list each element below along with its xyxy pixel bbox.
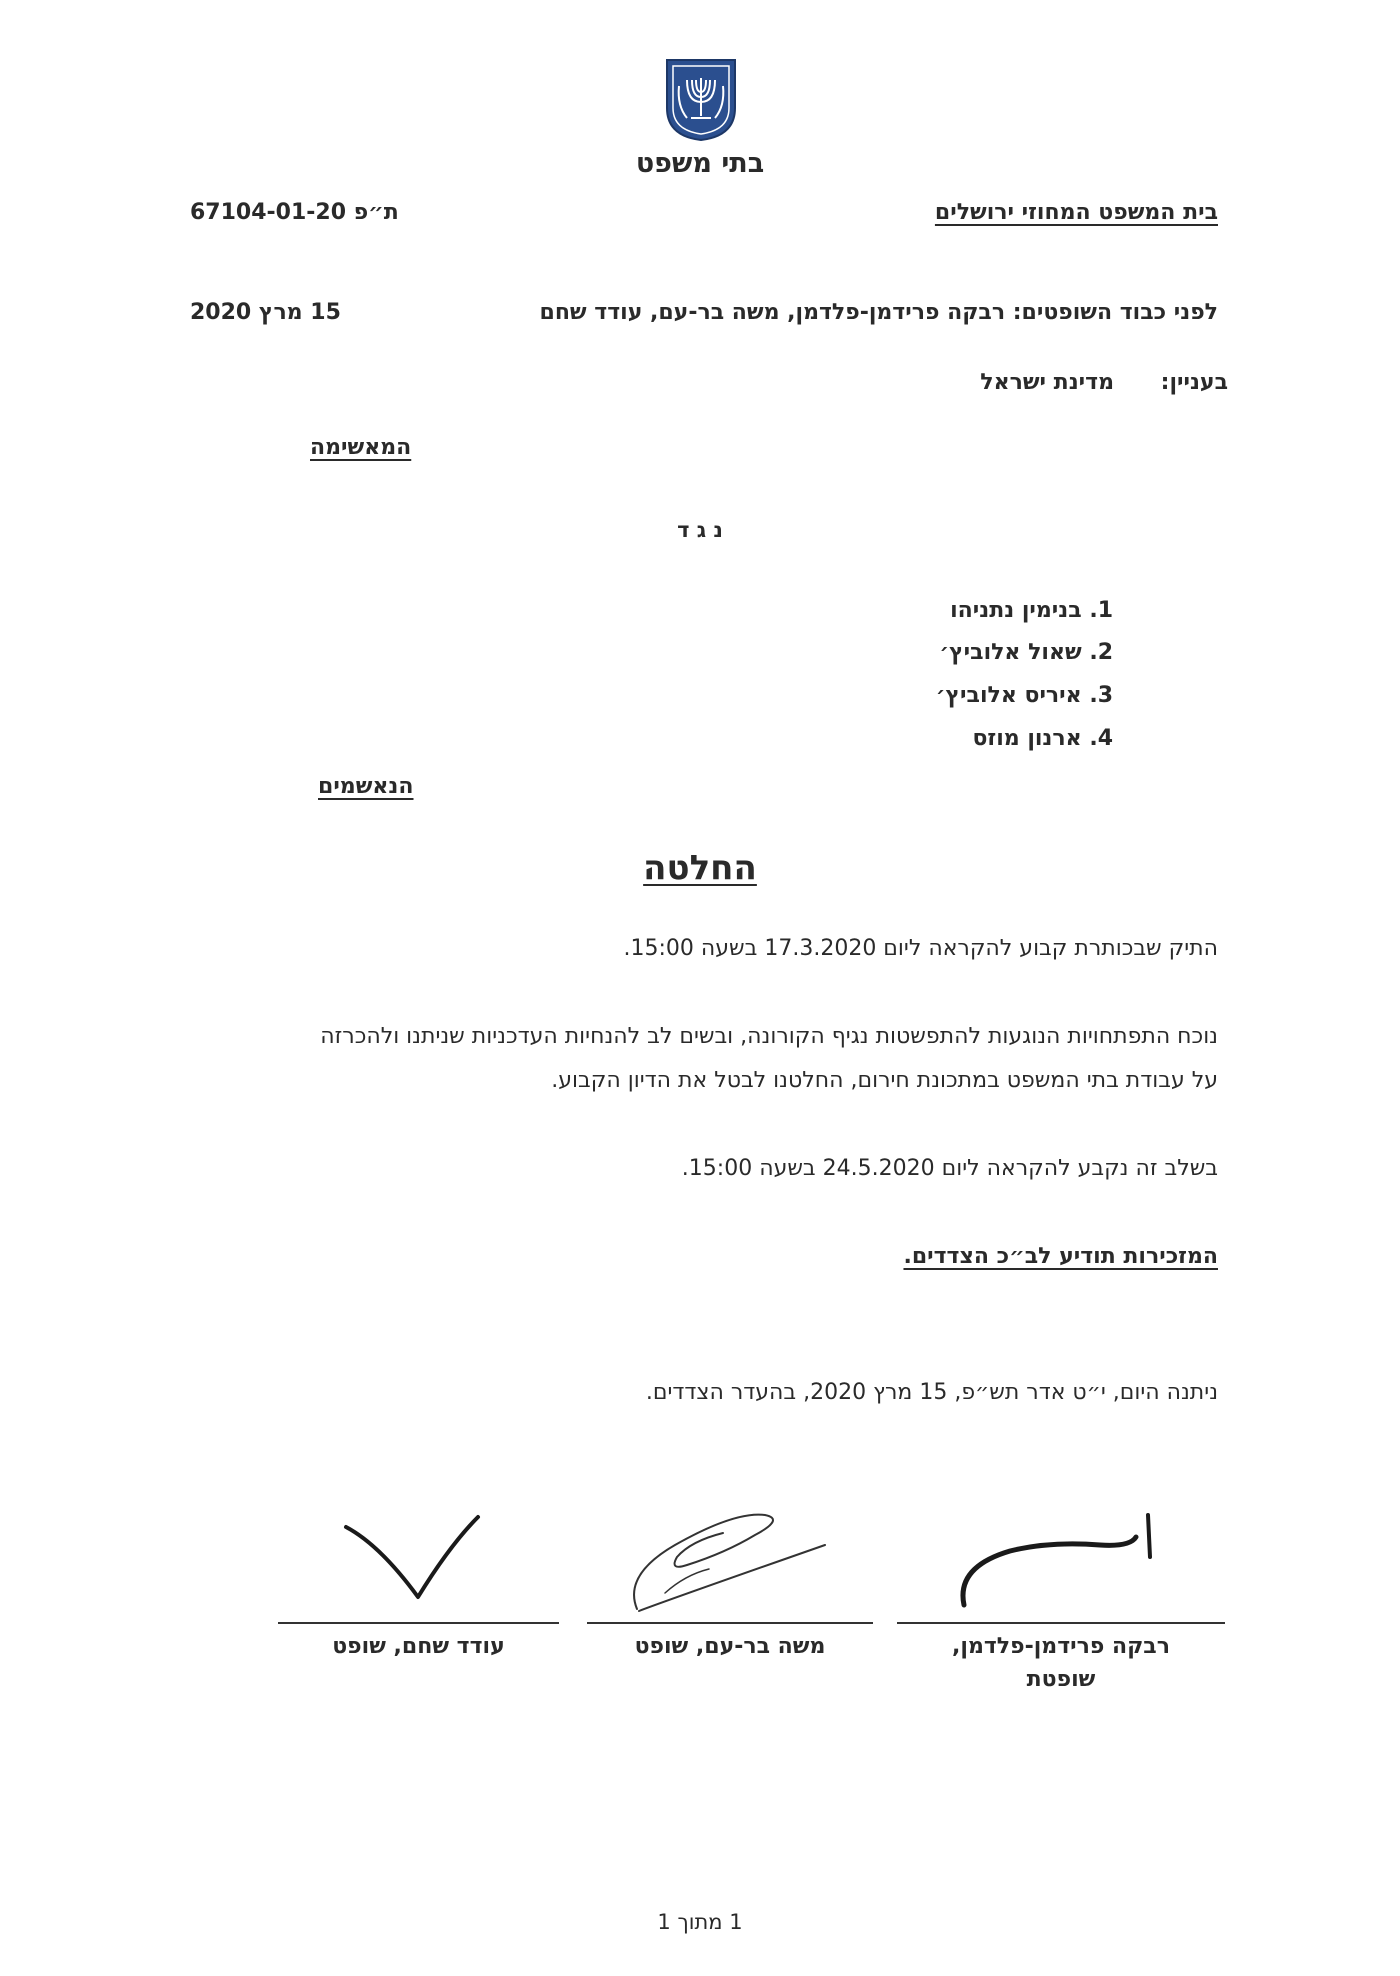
defendants-role: הנאשמים <box>318 774 414 799</box>
given-today-line: ניתנה היום, י״ט אדר תש״פ, 15 מרץ 2020, בהעדר הצדדים. <box>645 1380 1218 1405</box>
signature-name-2: משה בר-עם, שופט <box>634 1634 826 1659</box>
signature-name-1 <box>897 1630 1225 1696</box>
defendant-4: 4. ארנון מוזס <box>972 726 1113 751</box>
signature-shaham <box>340 1505 490 1605</box>
court-system-title: בתי משפט <box>635 148 765 179</box>
defendant-1: 1. בנימין נתניהו <box>950 598 1113 623</box>
judges-line: לפני כבוד השופטים: רבקה פרידמן-פלדמן, משה בר-עם, עודד שחם <box>539 300 1218 325</box>
secretariat-notice: המזכירות תודיע לב״כ הצדדים. <box>903 1244 1218 1269</box>
signature-name-1-line-2: שופטת <box>1026 1667 1096 1692</box>
decision-title: החלטה <box>643 848 757 888</box>
defendant-3: 3. איריס אלוביץ׳ <box>935 683 1113 708</box>
decision-paragraph-2-line-2: על עבודת בתי המשפט במתכונת חירום, החלטנו לבטל את הדיון הקבוע. <box>551 1068 1218 1093</box>
decision-paragraph-3: בשלב זה נקבע להקראה ליום 24.5.2020 בשעה 15:00. <box>681 1156 1218 1181</box>
signature-line-3 <box>278 1622 559 1624</box>
prosecution-name: מדינת ישראל <box>980 370 1114 395</box>
decision-paragraph-1: התיק שבכותרת קבוע להקראה ליום 17.3.2020 בשעה 15:00. <box>623 936 1218 961</box>
versus-label: נ ג ד <box>677 518 723 542</box>
signature-name-3: עודד שחם, שופט <box>332 1634 505 1659</box>
signature-friedman-feldman <box>950 1505 1170 1610</box>
signature-line-1 <box>897 1622 1225 1624</box>
state-emblem <box>663 56 739 142</box>
defendant-2: 2. שאול אלוביץ׳ <box>939 640 1113 665</box>
signature-bar-am <box>625 1505 835 1615</box>
decision-date: 15 מרץ 2020 <box>190 300 341 325</box>
court-name: בית המשפט המחוזי ירושלים <box>934 200 1218 225</box>
page-number: 1 מתוך 1 <box>657 1910 743 1934</box>
case-number: ת״פ 67104-01-20 <box>190 200 399 225</box>
regarding-label: בעניין: <box>1160 370 1228 395</box>
signature-line-2 <box>587 1622 873 1624</box>
signature-name-1-line-1: רבקה פרידמן-פלדמן, <box>952 1634 1170 1659</box>
decision-paragraph-2-line-1: נוכח התפתחויות הנוגעות להתפשטות נגיף הקורונה, ובשים לב להנחיות העדכניות שניתנו ולהכרזה <box>320 1024 1218 1049</box>
prosecution-role: המאשימה <box>310 435 412 460</box>
